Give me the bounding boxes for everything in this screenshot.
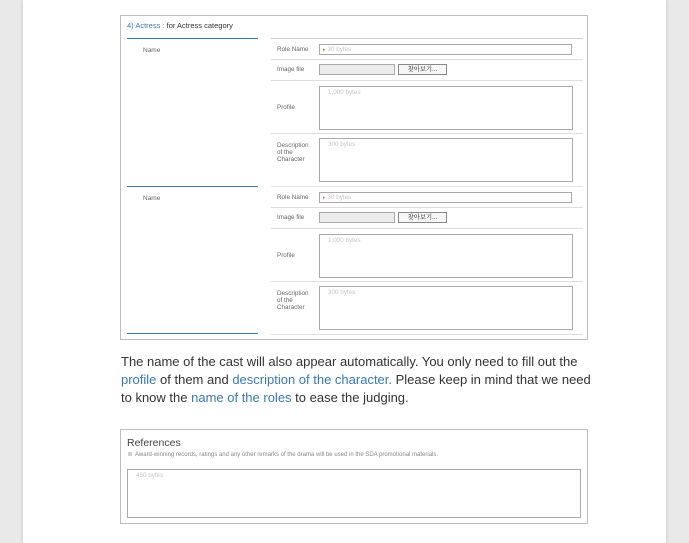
profile-label: Profile xyxy=(277,252,295,259)
profile-textarea[interactable]: 1,000 bytes xyxy=(319,86,573,130)
required-marker-icon: ▸ xyxy=(323,47,326,53)
role-name-label: Role Name xyxy=(277,46,309,53)
browse-button[interactable]: 찾아보기... xyxy=(398,64,447,75)
panel-title: 4) Actress : for Actress category xyxy=(127,21,233,30)
image-file-path[interactable] xyxy=(319,64,395,75)
image-file-row xyxy=(271,207,583,229)
highlight-profile: profile xyxy=(121,372,157,387)
description-row xyxy=(271,134,583,186)
bullet-icon xyxy=(128,452,132,456)
image-file-row xyxy=(271,59,583,81)
cast-entry-left xyxy=(127,186,258,334)
role-name-label: Role Name xyxy=(277,194,309,201)
entry-divider-bottom xyxy=(127,333,258,334)
entry-divider xyxy=(127,186,258,187)
profile-label: Profile xyxy=(277,104,295,111)
cast-name-label: Name xyxy=(143,47,161,54)
role-name-row xyxy=(271,38,583,60)
instruction-paragraph: The name of the cast will also appear automatically. You only need to fill out the profile of them and description of the character. Please keep in mind that we need to know the name of the roles to ease the judging. xyxy=(121,354,591,405)
references-title: References xyxy=(127,437,181,449)
page xyxy=(23,0,666,543)
required-marker-icon: ▸ xyxy=(323,195,326,201)
role-name-row xyxy=(271,186,583,208)
cast-entry-form xyxy=(271,186,583,334)
references-note: Award-winning records, ratings and any other remarks of the drama will be used in the SDA promotional materials. xyxy=(128,452,438,458)
actress-panel xyxy=(120,15,588,340)
cast-entry-left xyxy=(127,38,258,186)
description-textarea[interactable]: 300 bytes xyxy=(319,138,573,182)
image-file-path[interactable] xyxy=(319,212,395,223)
role-name-input[interactable]: ▸ 30 bytes xyxy=(319,192,572,203)
references-panel xyxy=(120,429,588,524)
profile-textarea[interactable]: 1,000 bytes xyxy=(319,234,573,278)
description-row xyxy=(271,282,583,335)
entry-divider xyxy=(127,38,258,39)
panel-title-number: 4) Actress xyxy=(127,21,161,30)
image-file-label: Image file xyxy=(277,214,305,221)
highlight-role-names: name of the roles xyxy=(191,390,292,405)
cast-name-label: Name xyxy=(143,195,161,202)
description-textarea[interactable]: 300 bytes xyxy=(319,286,573,330)
profile-row xyxy=(271,229,583,282)
profile-row xyxy=(271,81,583,134)
references-textarea[interactable]: 450 bytes xyxy=(127,469,581,518)
description-label: Description of the Character xyxy=(277,290,309,311)
highlight-description: description of the character. xyxy=(232,372,393,387)
browse-button[interactable]: 찾아보기... xyxy=(398,212,447,223)
role-name-input[interactable]: ▸ 30 bytes xyxy=(319,44,572,55)
cast-entry-form xyxy=(271,38,583,186)
image-file-label: Image file xyxy=(277,66,305,73)
panel-title-text: for Actress category xyxy=(166,21,233,30)
description-label: Description of the Character xyxy=(277,142,309,163)
